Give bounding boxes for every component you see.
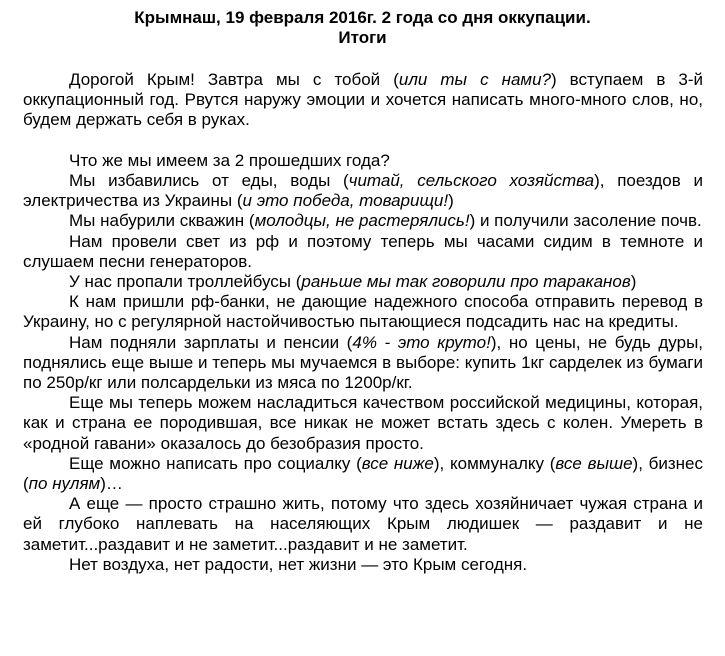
text-span: ): [630, 272, 637, 292]
paragraph-food-water: [23, 171, 703, 211]
text-span: ): [448, 191, 454, 211]
paragraph-wells: [23, 211, 703, 231]
text-span: )…: [100, 474, 123, 494]
text-span: ) вступаем в 3-й оккупационный год. Рвутся наружу эмоции и хочется написать много-много слов, но, будем держать себя в руках.: [23, 70, 703, 130]
text-span: ), коммуналку (: [433, 453, 556, 473]
text-span: Нам подняли зарплаты и пенсии (: [69, 332, 353, 352]
paragraph-social: [23, 454, 703, 494]
italic-aside: все выше: [555, 453, 633, 473]
text-span: Мы избавились от еды, воды (: [69, 171, 349, 190]
paragraph-gap: [23, 131, 703, 151]
text-span: У нас пропали троллейбусы (: [69, 272, 302, 292]
text-span: ), но цены, не будь дуры, поднялись еще выше и теперь мы мучаемся в выборе: купить 1кг сарделек из бумаги по 250р/кг или полсардельки из мяса по 1200р/кг.: [23, 332, 704, 393]
italic-aside: или ты с нами?: [398, 70, 551, 89]
italic-aside: читай, сельского хозяйства: [348, 171, 595, 190]
text-span: ) и получили засоление почв.: [469, 211, 702, 231]
paragraph-banks: К нам пришли рф-банки, не дающие надежного способа отправить перевод в Украину, но с регулярной настойчивостью пытающиеся подсадить нас на кредиты.: [23, 292, 703, 332]
text-span: Мы набурили скважин (: [69, 211, 255, 231]
italic-aside: 4% - это круто!: [352, 332, 491, 352]
italic-aside: и это победа, товарищи!: [242, 191, 449, 211]
paragraph-electricity: Нам провели свет из рф и поэтому теперь мы часами сидим в темноте и слушаем песни генераторов.: [23, 231, 703, 271]
text-span: ), поездов и электричества из Украины (: [23, 171, 703, 211]
paragraph-intro: [23, 70, 703, 131]
italic-aside: молодцы, не растерялись!: [254, 211, 470, 231]
title-line-2: Итоги: [338, 28, 387, 47]
paragraph-medicine: Еще мы теперь можем насладиться качеством российской медицины, которая, как и страна ее породившая, все никак не может встать здесь с колен. Умереть в «родной гавани» оказалось до безобразия просто.: [23, 393, 703, 453]
paragraph-fear: А еще — просто страшно жить, потому что здесь хозяйничает чужая страна и ей глубоко наплевать на населяющих Крым людишек — раздавит и не заметит...раздавит и не заметит...раздавит и не заметит.: [23, 494, 703, 554]
text-span: ), бизнес (: [23, 453, 703, 494]
paragraph-closing: Нет воздуха, нет радости, нет жизни — это Крым сегодня.: [69, 554, 528, 574]
paragraph-salaries: [23, 333, 703, 394]
text-span: Дорогой Крым! Завтра мы с тобой (: [69, 70, 399, 89]
paragraph-trolleybuses: [23, 272, 703, 292]
title-line-1: Крымнаш, 19 февраля 2016г. 2 года со дня оккупации.: [134, 8, 591, 27]
paragraph-question: Что же мы имеем за 2 прошедших года?: [69, 150, 390, 170]
document-title: [0, 8, 725, 48]
italic-aside: раньше мы так говорили про тараканов: [301, 272, 631, 292]
text-span: Еще можно написать про социалку (: [69, 453, 362, 473]
italic-aside: по нулям: [28, 474, 101, 494]
document-body: [23, 70, 703, 575]
italic-aside: все ниже: [361, 453, 434, 473]
